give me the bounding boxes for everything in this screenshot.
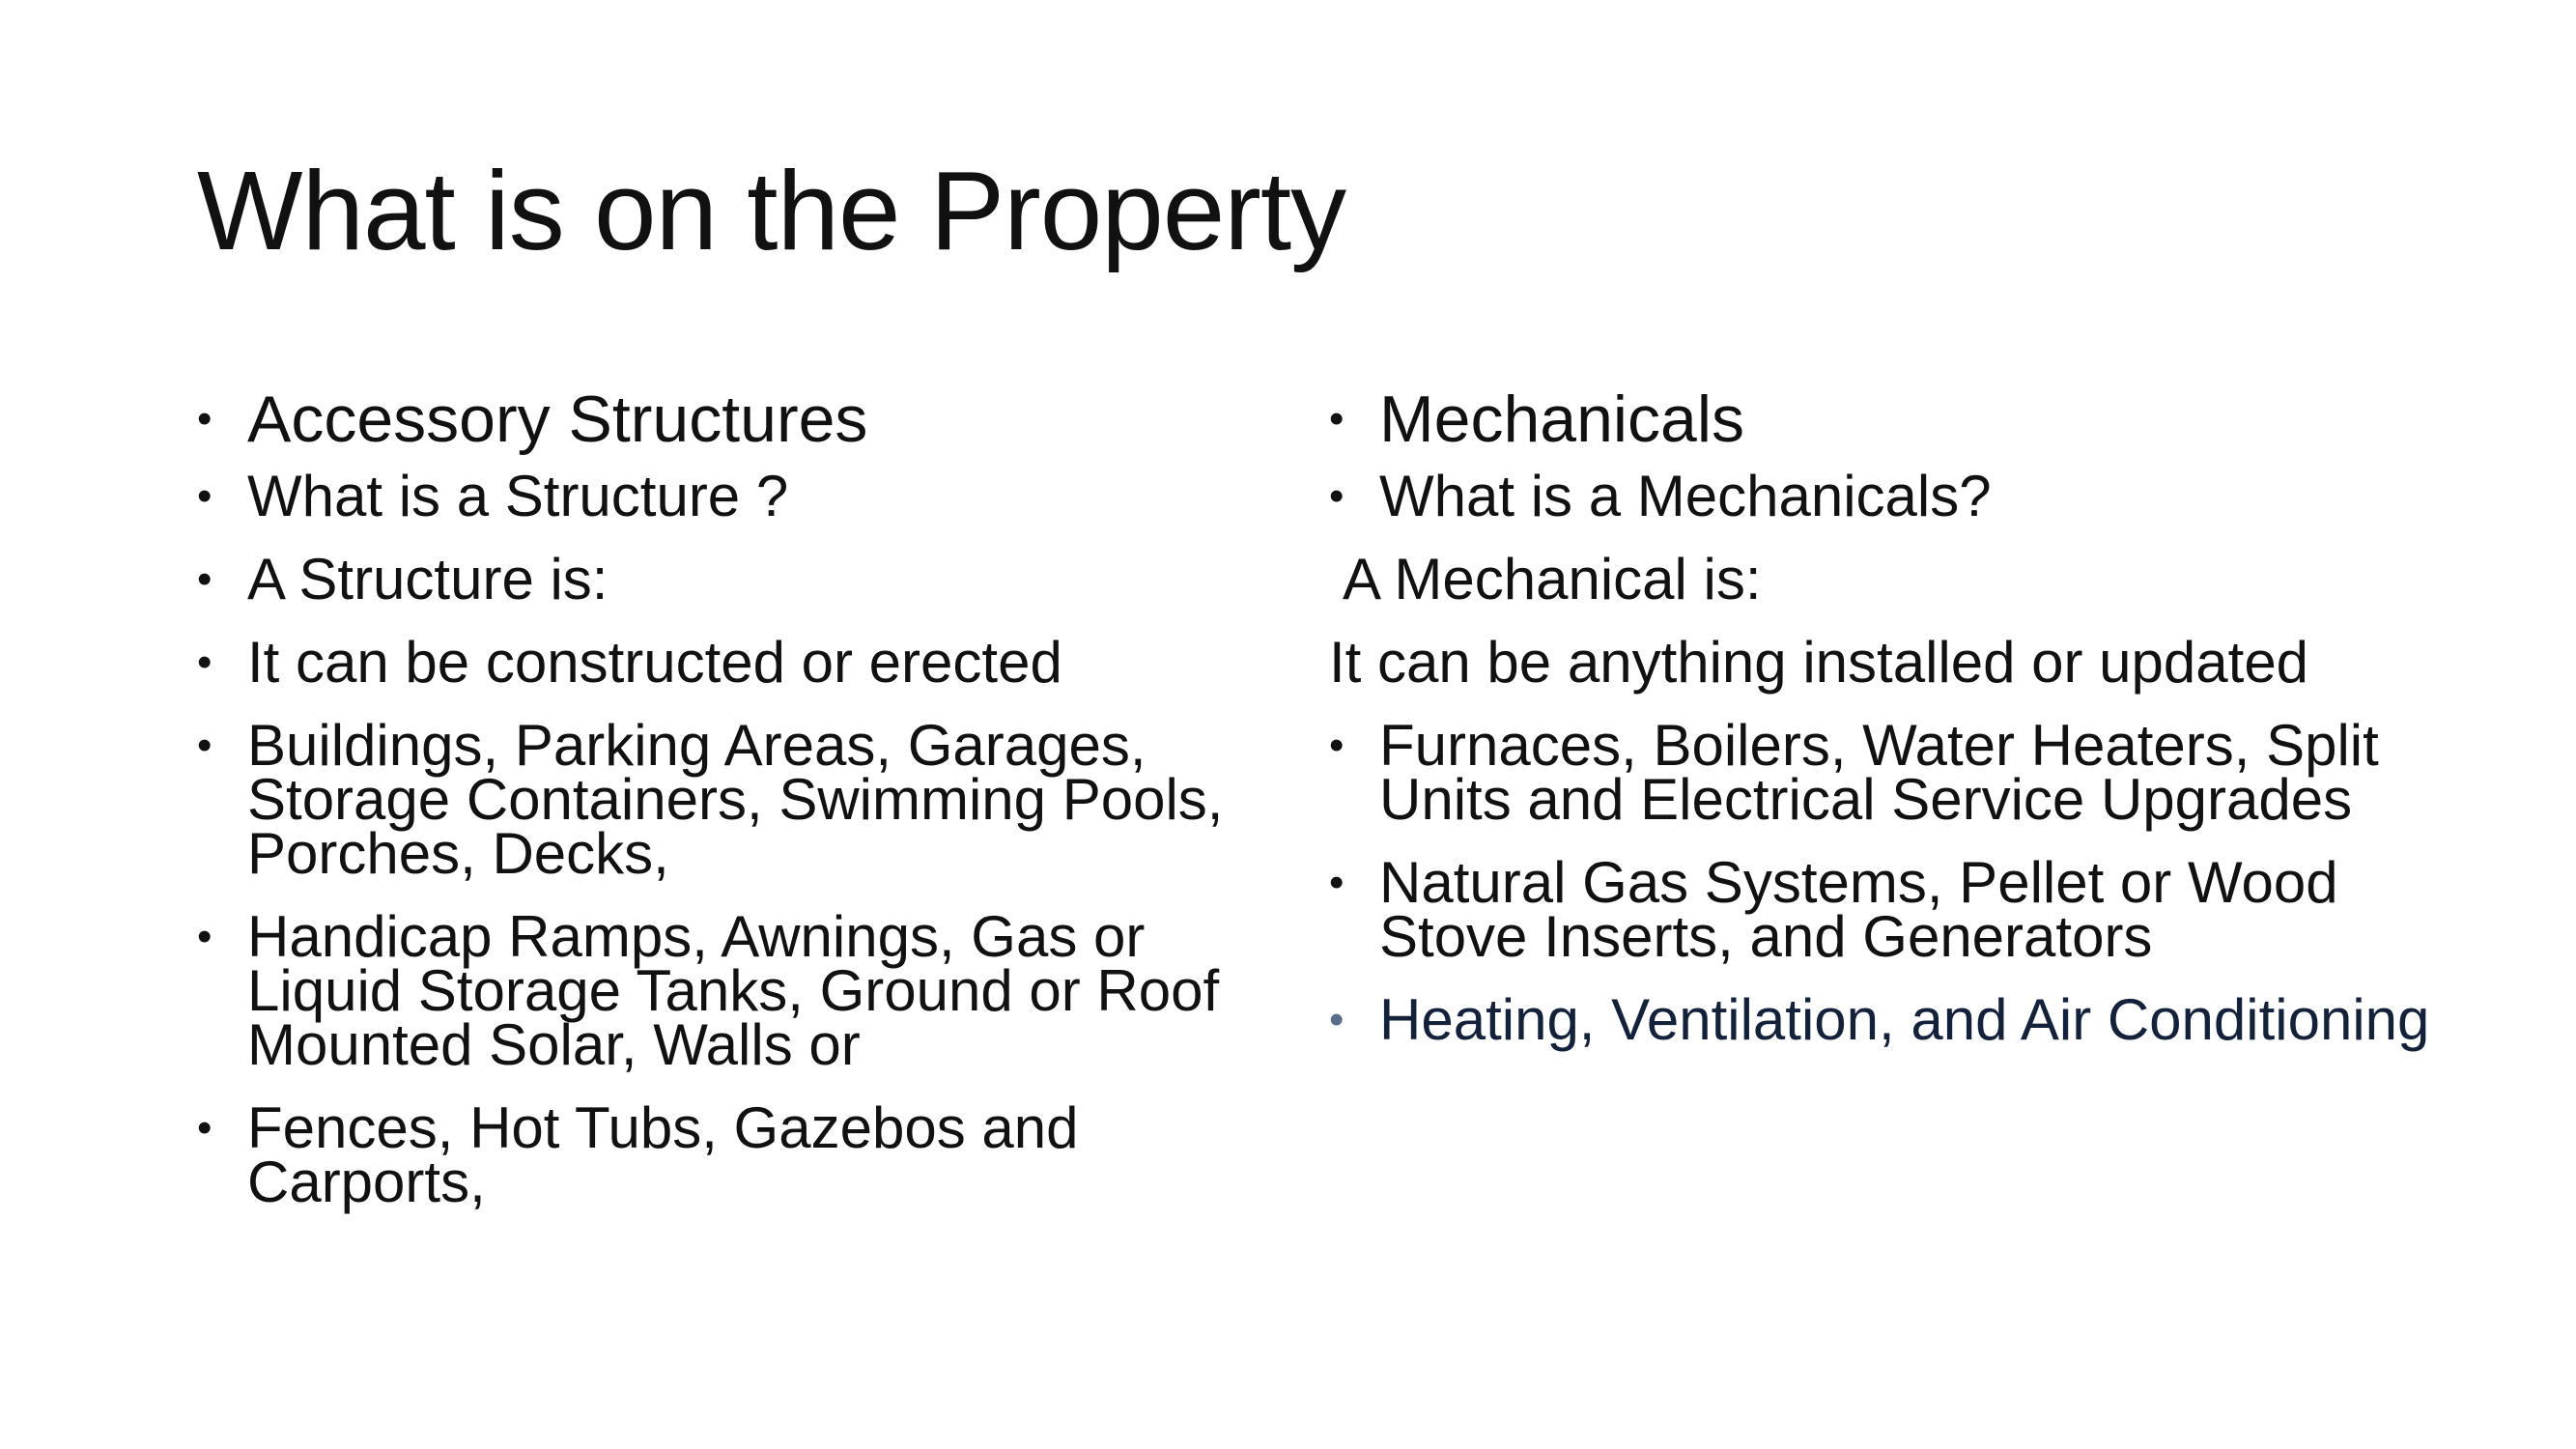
list-item-text: Buildings, Parking Areas, Garages, Storage Containers, Swimming Pools, Porches, Decks, [247, 713, 1224, 886]
list-item [1329, 379, 2440, 460]
list-item [197, 1095, 1231, 1214]
bullet-icon: • [1329, 859, 1345, 906]
list-item-text: Natural Gas Systems, Pellet or Wood Stove Inserts, and Generators [1379, 850, 2338, 969]
list-item-text: A Mechanical is: [1343, 547, 1762, 611]
list-item [1329, 713, 2440, 832]
list-item-text: Furnaces, Boilers, Water Heaters, Split Units and Electrical Service Upgrades [1379, 713, 2379, 832]
list-item-text: Mechanicals [1379, 383, 1744, 456]
list-item [1329, 630, 2440, 695]
list-item [197, 464, 1231, 528]
list-item [197, 379, 1231, 460]
bullet-icon: • [1329, 996, 1345, 1043]
list-item [1329, 547, 2440, 611]
list-item-text: Accessory Structures [247, 383, 868, 456]
bullet-icon: • [197, 722, 212, 769]
list-item-text: It can be constructed or erected [247, 630, 1062, 695]
list-item-text: A Structure is: [247, 547, 609, 611]
list-item-text: Heating, Ventilation, and Air Conditioning [1379, 987, 2430, 1052]
bullet-icon: • [197, 913, 212, 960]
right-bullet-list [1329, 379, 2440, 1076]
list-item [197, 904, 1231, 1077]
bullet-icon: • [197, 395, 212, 442]
list-item [1329, 464, 2440, 528]
slide-title: What is on the Property [197, 148, 1346, 273]
bullet-icon: • [1329, 395, 1345, 442]
left-bullet-list [197, 379, 1231, 1238]
list-item [1329, 987, 2440, 1052]
bullet-icon: • [1329, 472, 1345, 520]
list-item [197, 630, 1231, 695]
list-item-text: Handicap Ramps, Awnings, Gas or Liquid Storage Tanks, Ground or Roof Mounted Solar, Walls or [247, 904, 1220, 1077]
bullet-icon: • [197, 472, 212, 520]
bullet-icon: • [197, 1104, 212, 1151]
list-item [197, 713, 1231, 886]
list-item-text: It can be anything installed or updated [1329, 630, 2309, 695]
list-item-text: What is a Structure ? [247, 464, 789, 528]
list-item [197, 547, 1231, 611]
list-item [1329, 850, 2440, 969]
list-item-text: Fences, Hot Tubs, Gazebos and Carports, [247, 1095, 1079, 1214]
bullet-icon: • [197, 555, 212, 603]
bullet-icon: • [1329, 722, 1345, 769]
list-item-text: What is a Mechanicals? [1379, 464, 1992, 528]
bullet-icon: • [197, 639, 212, 686]
